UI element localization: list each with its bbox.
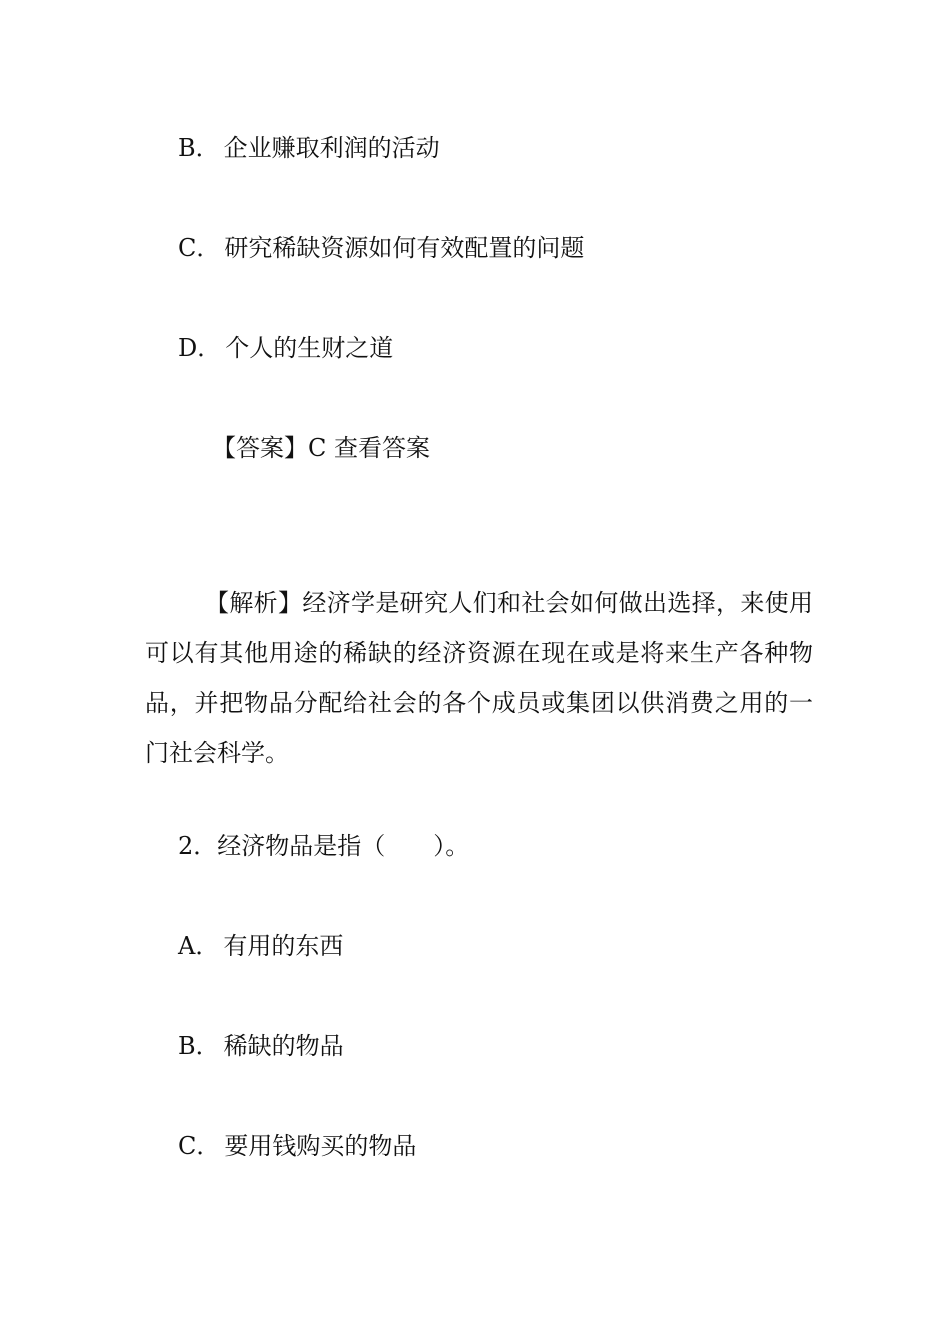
- option-letter: B．: [178, 1032, 220, 1060]
- option-text: 稀缺的物品: [223, 1032, 344, 1060]
- q2-option-c: [178, 1130, 416, 1162]
- option-text: 要用钱购买的物品: [224, 1132, 417, 1160]
- q1-option-b: [178, 132, 440, 164]
- q2-stem: 2．经济物品是指（ ）。: [178, 832, 470, 860]
- option-letter: C．: [178, 1132, 221, 1160]
- q1-analysis: 【解析】经济学是研究人们和社会如何做出选择，来使用可以有其他用途的稀缺的经济资源在现在或是将来生产各种物品，并把物品分配给社会的各个成员或集团以供消费之用的一门社会科学。: [145, 589, 813, 767]
- q2-option-a: [178, 930, 343, 962]
- option-letter: D．: [178, 334, 222, 362]
- option-letter: A．: [178, 932, 220, 960]
- q1-option-d: [178, 332, 393, 364]
- q1-option-c: [178, 232, 584, 264]
- q1-answer: 【答案】C 查看答案: [212, 434, 430, 462]
- option-letter: B．: [178, 134, 220, 162]
- option-letter: C．: [178, 234, 221, 262]
- option-text: 有用的东西: [223, 932, 344, 960]
- q2-option-b: [178, 1030, 344, 1062]
- option-text: 企业赚取利润的活动: [223, 134, 440, 162]
- option-text: 个人的生财之道: [225, 334, 394, 362]
- option-text: 研究稀缺资源如何有效配置的问题: [224, 234, 585, 262]
